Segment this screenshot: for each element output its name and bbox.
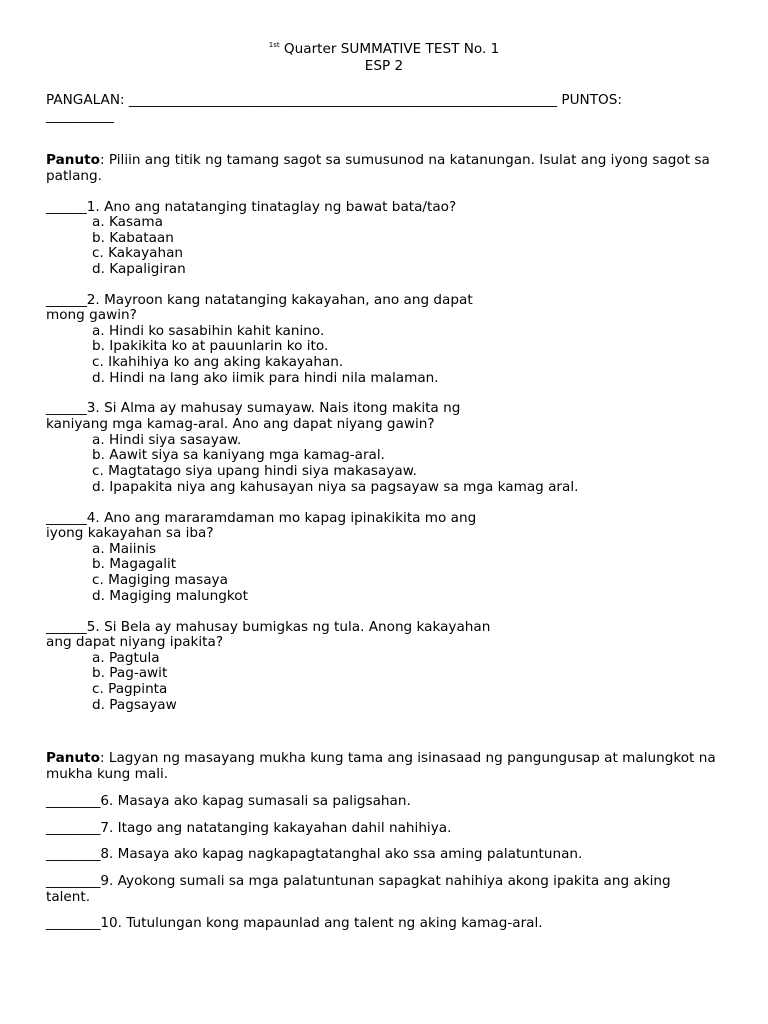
question-2-choice-a: a. Hindi ko sasabihin kahit kanino. — [92, 323, 325, 339]
question-1-stem: ______1. Ano ang natatanging tinataglay ng bawat bata/tao? — [46, 199, 457, 215]
question-1-choice-a: a. Kasama — [92, 214, 163, 230]
item-8: ________8. Masaya ako kapag nagkapagtatanghal ako ssa aming palatuntunan. — [46, 846, 583, 862]
question-3-choice-a: a. Hindi siya sasayaw. — [92, 432, 242, 448]
question-3-stem-line2: kaniyang mga kamag-aral. Ano ang dapat niyang gawin? — [46, 416, 435, 432]
question-3-stem-line1: ______3. Si Alma ay mahusay sumayaw. Nais itong makita ng — [46, 400, 461, 416]
question-5-choice-a: a. Pagtula — [92, 650, 160, 666]
instruction-1-label: Panuto — [46, 152, 100, 168]
subject-label: ESP 2 — [364, 58, 404, 74]
question-5-stem-line1: ______5. Si Bela ay mahusay bumigkas ng tula. Anong kakayahan — [46, 619, 491, 635]
question-5-choice-b: b. Pag-awit — [92, 665, 168, 681]
instruction-2 — [46, 751, 726, 782]
question-4-choice-c: c. Magiging masaya — [92, 572, 228, 588]
question-5-choice-d: d. Pagsayaw — [92, 697, 177, 713]
item-9-line2: talent. — [46, 889, 91, 905]
question-5-stem-line2: ang dapat niyang ipakita? — [46, 634, 224, 650]
item-7: ________7. Itago ang natatanging kakayahan dahil nahihiya. — [46, 820, 452, 836]
test-title — [0, 42, 768, 58]
instruction-2-text: : Lagyan ng masayang mukha kung tama ang isinasaad ng pangungusap at malungkot na mukha kung mali. — [46, 750, 716, 782]
question-1-choice-c: c. Kakayahan — [92, 245, 184, 261]
question-4-stem-line1: ______4. Ano ang mararamdaman mo kapag ipinakikita mo ang — [46, 510, 477, 526]
question-2-choice-c: c. Ikahihiya ko ang aking kakayahan. — [92, 354, 344, 370]
score-blank: __________ — [46, 108, 114, 124]
test-title-text: Quarter SUMMATIVE TEST No. 1 — [283, 41, 500, 57]
item-10: ________10. Tutulungan kong mapaunlad ang talent ng aking kamag-aral. — [46, 915, 543, 931]
instruction-1 — [46, 153, 726, 184]
item-9-line1: ________9. Ayokong sumali sa mga palatuntunan sapagkat nahihiya akong ipakita ang aking — [46, 873, 671, 889]
question-5-choice-c: c. Pagpinta — [92, 681, 168, 697]
question-2-stem-line1: ______2. Mayroon kang natatanging kakayahan, ano ang dapat — [46, 292, 473, 308]
question-2-choice-d: d. Hindi na lang ako iimik para hindi nila malaman. — [92, 370, 439, 386]
question-2-choice-b: b. Ipakikita ko at pauunlarin ko ito. — [92, 338, 329, 354]
question-2-stem-line2: mong gawin? — [46, 307, 137, 323]
name-score-line: PANGALAN: _______________________________________________________________ PUNTOS: — [46, 92, 622, 108]
question-3-choice-c: c. Magtatago siya upang hindi siya makasayaw. — [92, 463, 417, 479]
question-3-choice-b: b. Aawit siya sa kaniyang mga kamag-aral. — [92, 447, 385, 463]
item-6: ________6. Masaya ako kapag sumasali sa paligsahan. — [46, 793, 411, 809]
question-4-stem-line2: iyong kakayahan sa iba? — [46, 525, 214, 541]
question-4-choice-b: b. Magagalit — [92, 556, 177, 572]
question-3-choice-d: d. Ipapakita niya ang kahusayan niya sa pagsayaw sa mga kamag aral. — [92, 479, 579, 495]
question-4-choice-d: d. Magiging malungkot — [92, 588, 248, 604]
question-4-choice-a: a. Maiinis — [92, 541, 157, 557]
instruction-2-label: Panuto — [46, 750, 100, 766]
question-1-choice-b: b. Kabataan — [92, 230, 174, 246]
question-1-choice-d: d. Kapaligiran — [92, 261, 186, 277]
quarter-ordinal: 1st — [268, 41, 280, 49]
instruction-1-text: : Piliin ang titik ng tamang sagot sa sumusunod na katanungan. Isulat ang iyong sagot sa patlang. — [46, 152, 710, 184]
